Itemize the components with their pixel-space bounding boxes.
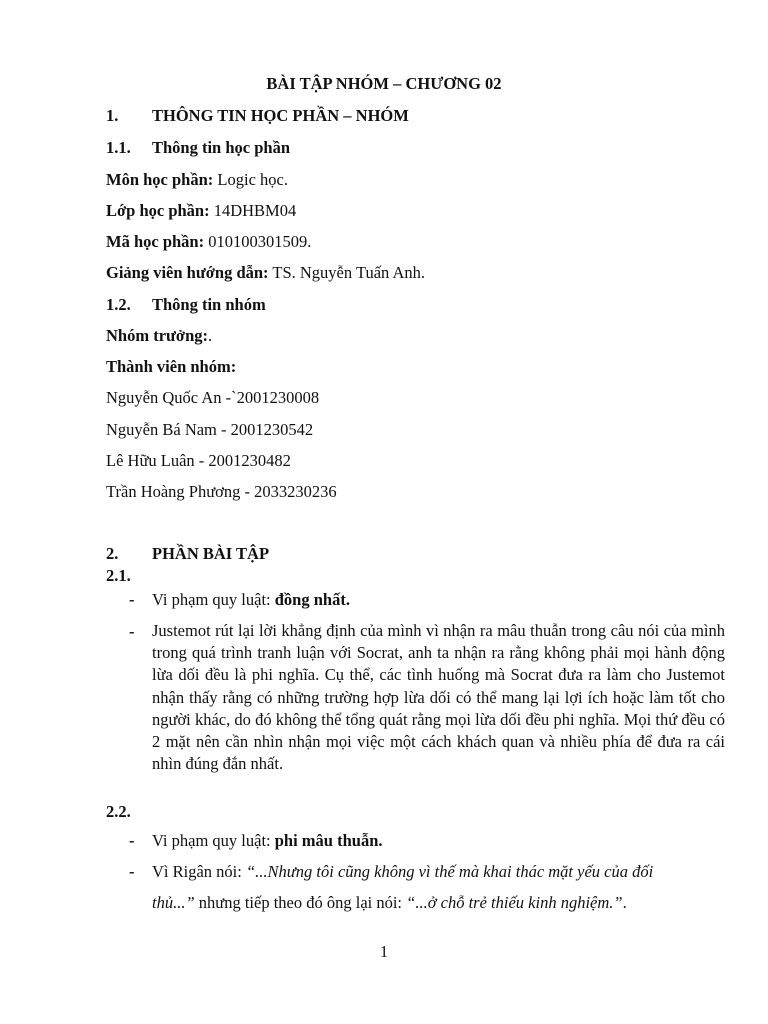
member-separator: - (194, 451, 209, 470)
bullet-dash: - (129, 622, 135, 641)
course-class-label: Lớp học phần: (106, 201, 210, 220)
subsection-1-2-heading (106, 295, 266, 315)
member-separator: -` (221, 388, 237, 407)
bullet-dash: - (129, 590, 135, 609)
exercise-2-2-number: 2.2. (106, 802, 131, 821)
course-code (106, 232, 311, 252)
group-leader (106, 326, 212, 346)
section-2-title: PHẦN BÀI TẬP (152, 544, 270, 563)
course-code-label: Mã học phần: (106, 232, 205, 251)
member-name: Trần Hoàng Phương (106, 482, 241, 501)
course-subject-value: Logic học. (213, 170, 288, 189)
law-name: phi mâu thuẫn. (274, 831, 383, 850)
group-leader-label: Nhóm trưởng: (106, 326, 208, 345)
bullet-dash: - (129, 862, 135, 881)
law-prefix: Vi phạm quy luật: (152, 590, 275, 609)
member-row (106, 420, 313, 440)
member-name: Nguyễn Bá Nam (106, 420, 217, 439)
subsection-1-1-heading (106, 138, 290, 158)
exercise-2-1-number: 2.1. (106, 566, 131, 585)
section-1-number: 1. (106, 106, 119, 125)
member-separator: - (240, 482, 255, 501)
quote-connector: nhưng tiếp theo đó ông lại nói: (194, 893, 407, 912)
member-separator: - (216, 420, 231, 439)
course-subject-label: Môn học phần: (106, 170, 214, 189)
exercise-2-1-explanation: Justemot rút lại lời khẳng định của mình vì nhận ra mâu thuẫn trong câu nói của mình trong quá trình tranh luận với Socrat, anh ta nhận ra rằng không phải mọi hành động lừa dối đều là phi nghĩa. Cụ thể, các tình huống mà Socrat đưa ra làm cho Justemot nhận thấy rằng có những trường hợp lừa dối có thể mang lại lợi ích hoặc làm tốt cho người khác, do đó không thể tổng quát rằng mọi lừa dối đều phi nghĩa. Mọi thứ đều có 2 mặt nên cần nhìn nhận mọi việc một cách khách quan và nhiều phía để đưa ra cái nhìn đúng đắn nhất. (152, 621, 725, 774)
member-id: 2001230482 (208, 451, 291, 470)
quote-text: “...ở chỗ trẻ thiếu kinh nghiệm.” (406, 893, 623, 912)
bullet-dash: - (129, 831, 135, 850)
group-leader-value: . (208, 326, 213, 345)
course-lecturer-value: TS. Nguyễn Tuấn Anh. (268, 263, 426, 282)
subsection-1-1-number: 1.1. (106, 138, 131, 157)
exercise-2-2-line-2 (152, 893, 627, 913)
course-lecturer-label: Giảng viên hướng dẫn: (106, 263, 269, 282)
course-class (106, 201, 296, 221)
document-title: BÀI TẬP NHÓM – CHƯƠNG 02 (266, 74, 502, 93)
section-1-heading (106, 106, 409, 126)
course-lecturer (106, 263, 425, 283)
subsection-1-1-title: Thông tin học phần (152, 138, 291, 157)
section-1-title: THÔNG TIN HỌC PHẦN – NHÓM (152, 106, 409, 125)
law-name: đồng nhất. (274, 590, 350, 609)
page-number: 1 (379, 942, 389, 961)
member-id: 2001230008 (236, 388, 320, 407)
member-name: Nguyễn Quốc An (106, 388, 222, 407)
law-prefix: Vi phạm quy luật: (152, 831, 275, 850)
quote-end: . (622, 893, 627, 912)
member-id: 2001230542 (230, 420, 314, 439)
member-id: 2033230236 (254, 482, 337, 501)
section-2-heading (106, 544, 269, 564)
course-subject (106, 170, 288, 190)
exercise-2-2-law (152, 831, 383, 851)
member-row (106, 388, 319, 408)
exercise-2-2-line-1 (152, 862, 653, 882)
section-2-number: 2. (106, 544, 119, 563)
member-name: Lê Hữu Luân (106, 451, 195, 470)
quote-text: thủ...” (152, 893, 195, 912)
quote-text: “...Nhưng tôi cũng không vì thế mà khai thác mặt yếu của đối (245, 862, 654, 881)
group-members-label: Thành viên nhóm: (106, 357, 237, 376)
member-row (106, 482, 337, 502)
quote-intro: Vì Rigân nói: (152, 862, 246, 881)
member-row (106, 451, 291, 471)
subsection-1-2-title: Thông tin nhóm (152, 295, 266, 314)
subsection-1-2-number: 1.2. (106, 295, 131, 314)
exercise-2-1-law (152, 590, 350, 610)
course-class-value: 14DHBM04 (209, 201, 297, 220)
course-code-value: 010100301509. (204, 232, 312, 251)
